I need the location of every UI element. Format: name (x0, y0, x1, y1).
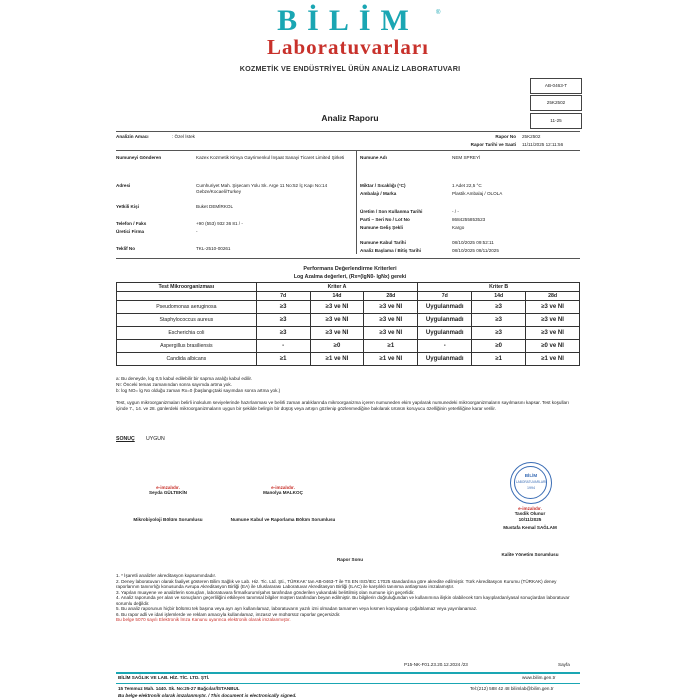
info-value: Plastik Ambalaj / OLOLA (452, 191, 503, 196)
footnote: 6. Bu rapor adli ve idari işlemlerde ve reklam amacıyla kullanılamaz, imzasız ve mühürsüz raporlar geçersizdir. (116, 611, 341, 617)
info-label: Telefon / Faks (116, 221, 147, 226)
e-signed-text: e-imzalıdır. (518, 506, 542, 511)
signature-block (118, 485, 218, 496)
info-value: - (196, 229, 198, 234)
result-label: SONUÇ (116, 436, 135, 442)
footnote: 2. Deney laboratuvarı olarak faaliyet gösteren Bilim Sağlık ve Lab. Hiz. Tic. Ltd. Şti., TÜRKAK' tan AB-0463-T ile TS EN ISO/IEC 17025 standardına göre akredite edilmiştir. Türk Akreditasyon Kurumu (TÜRKAK) deney raporlarının tanınırlığı konusunda Avrupa Akreditasyon Birliği (EA) ile Uluslararası Laboratuvar Akreditasyon Birliği (ILAC) ile karşılıklı tanınma antlaşması imzalamıştır. (116, 578, 557, 589)
footer-contact: Tel:(212) 588 42 48 bilimlab@bilim.gen.tr (470, 686, 554, 691)
table-cell: - (256, 340, 310, 353)
table-cell: Uygulanmadı (418, 314, 472, 327)
logo-main-text: BİLİM (277, 4, 419, 37)
info-label: Numuneyi Gönderen (116, 155, 162, 160)
footer-note: Bu belge elektronik olarak imzalanmıştır. / This document is electronically signed. (118, 693, 297, 698)
table-cell: ≥3 (472, 301, 526, 314)
table-cell: ≥1 ve NI (526, 353, 580, 366)
e-signed-text: e-imzalıdır. (271, 485, 295, 490)
column-divider (356, 150, 357, 254)
info-label: Analiz Başlama / Bitiş Tarihi (360, 248, 421, 253)
table-row (117, 340, 580, 353)
col-header-day: 7d (418, 292, 472, 301)
footnote: 5. Bu analiz raporunun hiçbir bölümü tek başına veya ayrı ayrı kullanılamaz, laboratuvarın yazılı izni olmadan tamamen veya kısmen kopyalanıp çoğaltılamaz veya yayınlanamaz. (116, 606, 478, 611)
info-label: Rapor No (495, 134, 516, 139)
report-title: Analiz Raporu (321, 113, 379, 123)
table-cell: ≥3 ve NI (526, 314, 580, 327)
info-label: Teklif No (116, 246, 136, 251)
organism-name: Candida albicans (117, 353, 257, 366)
page-label: Sayfa (558, 662, 570, 667)
info-value: Buket DEMİRKOL (196, 204, 234, 209)
footer-website: www.bilim.gen.tr (522, 675, 556, 680)
footnote: 4. Analiz raporunda yer alan ve sonuçların geçerliliğini etkileyen tanımsal bilgiler müşteri tarafından beyan edilmiştir. Bu bilgilerin doğruluğundan ve kullanımına ilişkin olabilecek tüm kayıplardan/yasal sonuçlardan laboratuvar sorumlu değildir. (116, 595, 570, 606)
col-header-criteria-b: Kriter B (418, 283, 580, 292)
table-cell: ≥0 ve NI (526, 340, 580, 353)
info-label: Parti – Seri No / Lot No (360, 217, 410, 222)
info-value: 08/10/2025 08/11/2025 (452, 248, 499, 253)
info-value: - / - (452, 209, 459, 214)
footnote: 1. * İşaretli analizler akreditasyon kapsamındadır. (116, 573, 217, 578)
info-value: 08/10/2025 09:52:11 (452, 240, 494, 245)
report-month: 11-25 (530, 113, 582, 129)
organism-name: Staphylococcus aureus (117, 314, 257, 327)
table-cell: ≥1 (364, 340, 418, 353)
info-value: Kazex Kozmetik Kimya Gayrimenkul İnşaat Sanayi Ticaret Limited Şirketi (196, 155, 345, 160)
info-label: Numune Adı (360, 155, 387, 160)
signature-block (228, 485, 338, 496)
table-cell: ≥3 ve NI (364, 301, 418, 314)
info-label: Üretim / Son Kullanma Tarihi (360, 209, 423, 214)
table-cell: ≥3 ve NI (310, 301, 364, 314)
registered-mark: ® (436, 10, 441, 16)
approval-date: 10/11/2025 (518, 516, 542, 522)
table-row (117, 327, 580, 340)
accreditation-code: AB-0463-T (530, 78, 582, 94)
col-header-day: 7d (256, 292, 310, 301)
signer-name: Manolya MALKOÇ (263, 490, 303, 495)
seal-line: BİLİM (524, 473, 538, 478)
organism-name: Pseudomonas aeruginosa (117, 301, 257, 314)
performance-title: Performans Değerlendirme Kriterleri (303, 266, 397, 272)
footnote: 3. Yapılan muayene ve analizlerin sonuçları, laboratuvara firma/kurum/şahıs tarafından gönderilen yukarıdaki belirtilmiş olan numune için geçerlidir. (116, 589, 415, 595)
info-value: NEM SPREYİ (452, 155, 481, 160)
table-cell: ≥1 ve NI (310, 353, 364, 366)
info-label: Ambalajı / Marka (360, 191, 397, 196)
info-label: Rapor Tarihi ve Saati (470, 142, 516, 147)
signer-role: Mikrobiyoloji Bölüm Sorumlusu (133, 517, 203, 522)
laboratory-seal (510, 462, 552, 504)
info-value: 25K2502 (522, 134, 541, 139)
table-cell: ≥3 ve NI (526, 301, 580, 314)
approval-text: Tasdik Olunur (514, 511, 546, 516)
table-cell: Uygulanmadı (418, 353, 472, 366)
table-cell: ≥1 (472, 353, 526, 366)
signer-name: Seyda GÜLTEKİN (149, 490, 187, 495)
footer-divider (116, 683, 580, 684)
e-signed-text: e-imzalıdır. (156, 485, 180, 490)
table-cell: ≥1 (256, 353, 310, 366)
table-cell: ≥3 ve NI (364, 314, 418, 327)
divider (116, 131, 580, 132)
footnotes (116, 573, 580, 623)
info-label: Adresi (116, 183, 131, 188)
info-label: Analizin Amacı (116, 134, 149, 139)
table-cell: ≥3 (256, 314, 310, 327)
table-note: a: Bu deneyde, log 0,5 kabul edilebilir bir sapma aralığı kabul edilir. (116, 376, 253, 381)
col-header-day: 28d (526, 292, 580, 301)
table-note: NI: Önceki temas zamanından sonra sayımda artma yok. (116, 382, 232, 387)
signer-role: Numune Kabul ve Raporlama Bölüm Sorumlusu (230, 517, 336, 522)
table-cell: ≥3 (472, 314, 526, 327)
info-label: Miktar / Sıcaklığı (°C) (360, 183, 406, 188)
method-paragraph: Test, uygun mikroorganizmaları belirli inokulum seviyelerinde hazırlanması ve belirli zaman aralıklarında mikroorganizma içeren numuneden ekim yapılarak numunedeki mikroorganizmaların sayılmasını kapsar. Test koşulları içinde 7., 14. ve 28. günlerdeki mikroorganizmaların uygun bir şekilde belirgin bir düşüş veya artışın gözlenip gözlenmediğine bakılarak ürünün koruyucu özelliğinin yeterliliğine karar verilir. (116, 400, 569, 411)
footer-address: 15 Temmuz Mah. 1440. Sk. No:25-27 Bağcılar/İSTANBUL (118, 686, 240, 691)
table-cell: ≥3 (256, 327, 310, 340)
table-cell: Uygulanmadı (418, 327, 472, 340)
performance-table (116, 282, 580, 366)
organism-name: Escherichia coli (117, 327, 257, 340)
col-header-empty (117, 292, 257, 301)
info-value: Kargo (452, 225, 465, 230)
info-value: +90 (553) 932 36 81 / - (196, 221, 243, 226)
table-cell: ≥3 ve NI (364, 327, 418, 340)
report-end: Rapor Sonu (336, 557, 364, 562)
footer-divider (116, 672, 580, 674)
seal-line: LABORATUVARLARI (515, 480, 547, 484)
logo-sub-text: Laboratuvarları (267, 35, 429, 59)
organism-name: Aspergillus brasiliensis (117, 340, 257, 353)
footnote-esign: Bu belge 5070 sayılı Elektronik İmza Kanunu uyarınca elektronik olarak imzalanmıştır. (116, 617, 291, 622)
divider (116, 258, 580, 259)
table-cell: ≥3 (256, 301, 310, 314)
signer-role: Kalite Yönetim Sorumlusu (501, 552, 559, 557)
table-cell: Uygulanmadı (418, 301, 472, 314)
col-header-day: 14d (310, 292, 364, 301)
info-label: Yetkili Kişi (116, 204, 139, 209)
table-cell: ≥0 (310, 340, 364, 353)
signer-name: Mustafa Kemal SAĞLAM (503, 525, 557, 530)
col-header-test: Test Mikroorganizması (117, 283, 257, 292)
table-cell: ≥0 (472, 340, 526, 353)
table-cell: - (418, 340, 472, 353)
info-value: : Özel İstek (172, 134, 195, 139)
divider (116, 150, 580, 151)
col-header-day: 28d (364, 292, 418, 301)
signature-block (490, 506, 570, 531)
col-header-criteria-a: Kriter A (256, 283, 418, 292)
table-cell: ≥3 ve NI (310, 327, 364, 340)
table-note: b: log NO= lg No olduğu zaman Rx=0 (başlangıçtaki sayımdan sonra artma yok.) (116, 388, 281, 393)
col-header-day: 14d (472, 292, 526, 301)
info-label: Numune Geliş Şekli (360, 225, 403, 230)
lab-title: KOZMETİK VE ENDÜSTRİYEL ÜRÜN ANALİZ LABORATUVARI (239, 64, 461, 73)
info-value: 1 Adet 22,5 °C (452, 183, 482, 188)
info-value: 8684255853523 (452, 217, 486, 222)
footer-company: BİLİM SAĞLIK VE LAB. HİZ. TİC. LTD. ŞTİ. (118, 675, 210, 680)
table-cell: ≥3 ve NI (310, 314, 364, 327)
table-row (117, 301, 580, 314)
result-value: UYGUN (146, 436, 165, 442)
info-label: Numune Kabul Tarihi (360, 240, 406, 245)
document-code: P15-NK-F01.23.20.12.2024 /23 (404, 662, 468, 667)
table-cell: ≥3 ve NI (526, 327, 580, 340)
report-code: 25K2502 (530, 95, 582, 111)
table-row (117, 353, 580, 366)
info-value: Cumhuriyet Mah. Şişecam Yolu Sk. Arge 11 No:52 İç Kapı No:14 Gebze/Kocaeli/Turkey (196, 183, 328, 194)
info-value: TKL-2510-00261 (196, 246, 231, 251)
performance-subtitle: Log Azalma değerleri, (Rx=(lgN0- lgNx) gereki (293, 274, 407, 280)
table-cell: ≥1 ve NI (364, 353, 418, 366)
info-label: Üretici Firma (116, 229, 145, 234)
seal-line: 1994 (527, 486, 535, 490)
info-value: 11/11/2025 12:11:56 (522, 142, 564, 147)
table-row (117, 314, 580, 327)
table-cell: ≥3 (472, 327, 526, 340)
